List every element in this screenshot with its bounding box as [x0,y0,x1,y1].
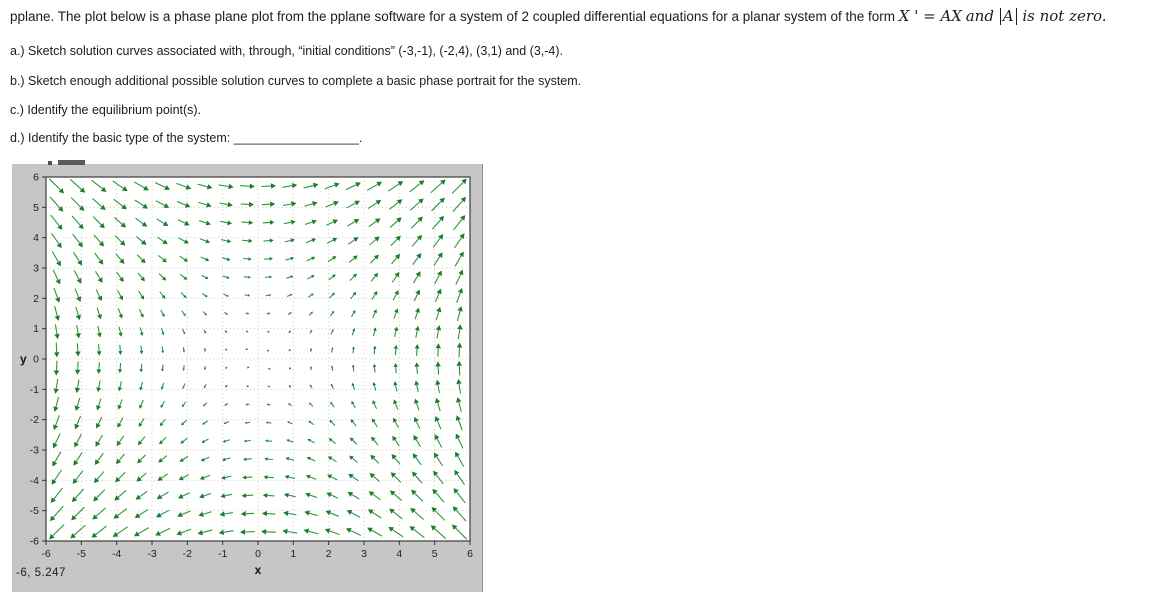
quiver-arrow-shaft [290,387,291,388]
question-intro [10,8,1170,25]
determinant-notation [998,9,1019,24]
y-tick-label: 3 [33,262,39,275]
determinant-left-bar [1000,8,1001,25]
quiver-arrow-shaft [240,186,250,187]
question-item-c: c.) Identify the equilibrium point(s). [10,103,202,117]
y-tick-label: 2 [33,292,39,305]
clipped-window-artifact [58,160,85,165]
determinant-symbol: A [1002,7,1014,25]
quiver-svg [12,164,483,592]
quiver-arrow-shaft [289,332,290,333]
y-tick-label: 4 [33,232,39,245]
question-item-d: d.) Identify the basic type of the system: __________________. [10,131,363,145]
x-tick-label: -6 [41,548,51,560]
x-tick-label: 0 [255,548,261,560]
y-tick-label: -2 [29,414,39,427]
pplane-plot-panel [12,164,483,592]
question-item-b: b.) Sketch enough additional possible solution curves to complete a basic phase portrait for the system. [10,74,582,88]
x-tick-label: -2 [182,548,193,560]
quiver-arrow-shaft [459,366,460,376]
x-tick-label: 5 [431,548,438,560]
clipped-window-artifact [48,161,52,165]
y-tick-label: -1 [29,383,39,396]
x-axis-tick-labels [41,548,473,560]
determinant-right-bar [1016,8,1017,25]
x-tick-label: 6 [467,548,473,560]
quiver-arrow-shaft [459,347,460,357]
y-tick-label: 6 [33,171,39,184]
y-axis-tick-labels [30,172,40,548]
quiver-arrow-shaft [56,342,57,352]
y-tick-label: -3 [29,444,39,457]
y-tick-label: -5 [29,505,39,518]
y-tick-label: -6 [29,535,39,548]
intro-tail: is not zero [1022,7,1102,25]
x-tick-label: -1 [217,548,228,560]
x-axis-label: x [254,563,262,577]
intro-math-expression: X ' = AX [898,7,962,25]
x-tick-label: 3 [361,548,367,560]
cursor-coordinates-readout: -6, 5.247 [16,567,66,579]
intro-conjunction: and [965,7,994,25]
x-tick-label: -3 [147,548,157,560]
x-tick-label: -5 [76,548,87,560]
y-tick-label: 5 [33,201,39,214]
y-tick-label: -4 [29,474,39,487]
quiver-arrow-shaft [245,532,255,533]
intro-text: pplane. The plot below is a phase plane plot from the pplane software for a system of 2 coupled differential equations for a planar system of the form [10,9,896,24]
quiver-arrow-shaft [261,186,271,187]
quiver-arrow-shaft [56,361,57,371]
quiver-arrow-shaft [266,532,276,533]
y-tick-label: 1 [33,323,39,336]
quiver-arrow-shaft [227,385,228,386]
x-tick-label: 4 [396,548,403,560]
x-tick-label: 2 [325,548,332,560]
quiver-arrow-shaft [225,331,226,332]
y-axis-label: y [20,352,27,366]
phase-plane-plot [12,164,483,597]
intro-period: . [1101,7,1107,25]
x-tick-label: -4 [111,548,122,560]
y-tick-label: 0 [33,353,39,366]
x-tick-label: 1 [290,548,297,560]
question-item-a: a.) Sketch solution curves associated with, through, “initial conditions” (-3,-1), (-2,4), (3,1) and (3,-4). [10,44,564,58]
